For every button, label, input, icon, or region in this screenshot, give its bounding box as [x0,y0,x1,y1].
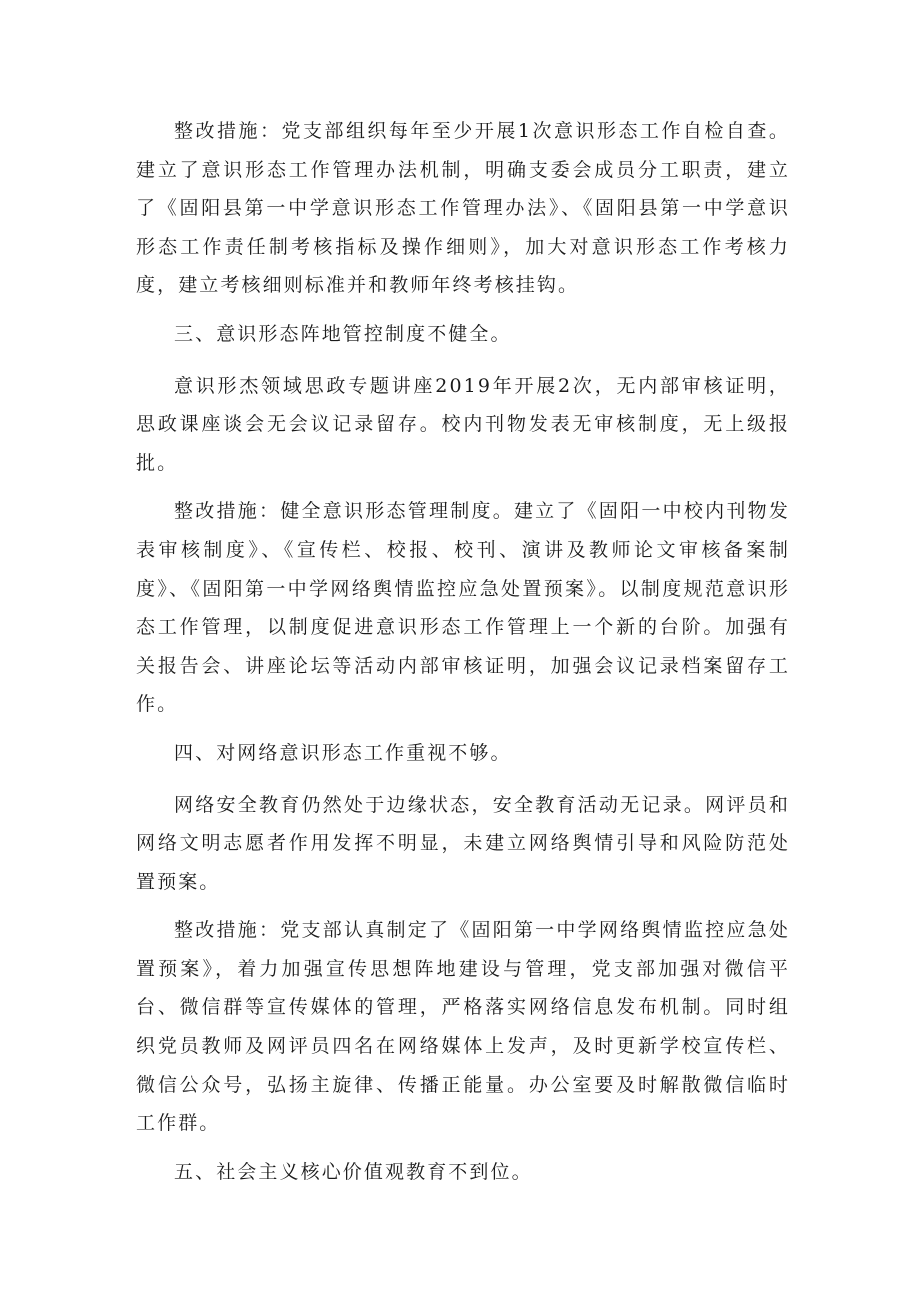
paragraph-problem-four: 网络安全教育仍然处于边缘状态，安全教育活动无记录。网评员和网络文明志愿者作用发挥不明显，未建立网络舆情引导和风险防范处置预案。 [136,793,790,893]
paragraph-rectification-measures-2: 整改措施：健全意识形态管理制度。建立了《固阳一中校内刊物发表审核制度》、《宣传栏、校报、校刊、演讲及教师论文审核备案制度》、《固阳第一中学网络舆情监控应急处置预案》。以制度规范意识形态工作管理，以制度促进意识形态工作管理上一个新的台阶。加强有关报告会、讲座论坛等活动内部审核证明，加强会议记录档案留存工作。 [136,500,790,716]
paragraph-rectification-measures-1: 整改措施：党支部组织每年至少开展1次意识形态工作自检自查。建立了意识形态工作管理办法机制，明确支委会成员分工职责，建立了《固阳县第一中学意识形态工作管理办法》、《固阳县第一中学意识形态工作责任制考核指标及操作细则》，加大对意识形态工作考核力度，建立考核细则标准并和教师年终考核挂钩。 [136,120,790,297]
paragraph-rectification-measures-3: 整改措施：党支部认真制定了《固阳第一中学网络舆情监控应急处置预案》，着力加强宣传思想阵地建设与管理，党支部加强对微信平台、微信群等宣传媒体的管理，严格落实网络信息发布机制。同时组织党员教师及网评员四名在网络媒体上发声，及时更新学校宣传栏、微信公众号，弘扬主旋律、传播正能量。办公室要及时解散微信临时工作群。 [136,919,790,1135]
section-heading-four: 四、对网络意识形态工作重视不够。 [174,741,512,764]
section-heading-five: 五、社会主义核心价值观教育不到位。 [174,1160,533,1183]
paragraph-problem-three: 意识形杰领域思政专题讲座2019年开展2次，无内部审核证明，思政课座谈会无会议记录留存。校内刊物发表无审核制度，无上级报批。 [136,374,790,474]
section-heading-three: 三、意识形态阵地管控制度不健全。 [174,322,512,345]
